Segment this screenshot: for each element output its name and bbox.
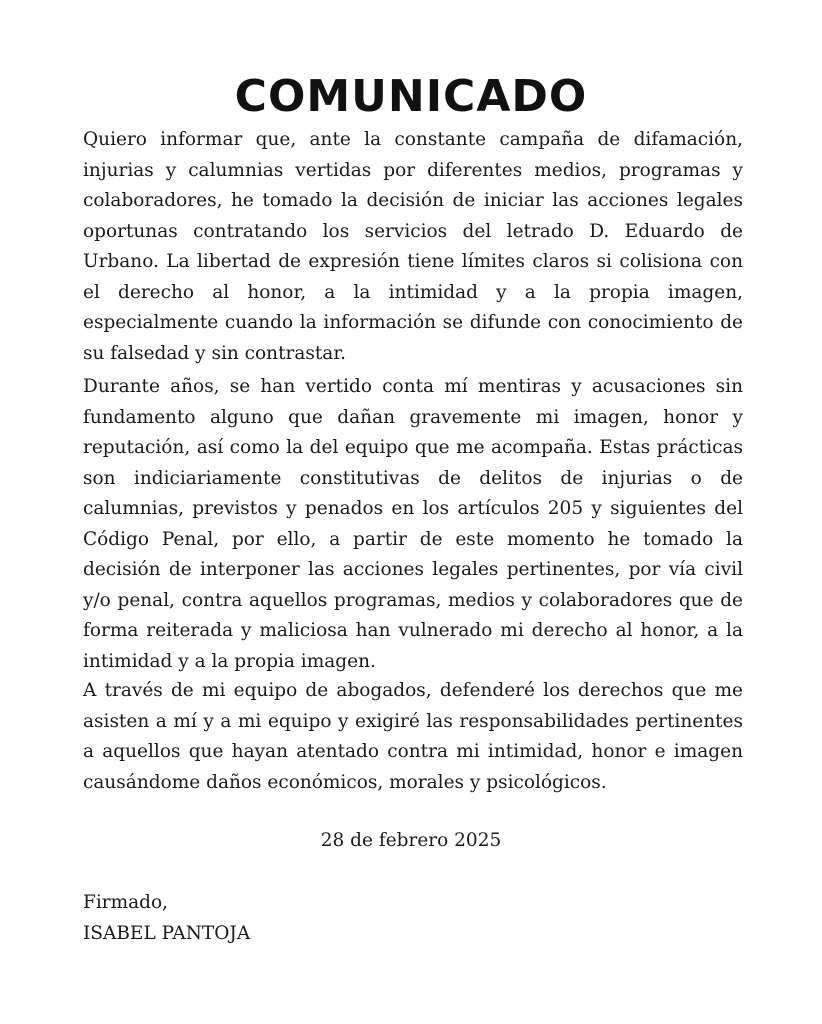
paragraph-intro: Quiero informar que, ante la constante campaña de difamación, injurias y calumnias vertidas por diferentes medios, programas y colaboradores, he tomado la decisión de iniciar las acciones legales oportunas contratando los servicios del letrado D. Eduardo de Urbano. La libertad de expresión tiene límites claros si colisiona con el derecho al honor, a la intimidad y a la propia imagen, especialmente cuando la información se difunde con conocimiento de su falsedad y sin contrastar.	[83, 129, 743, 364]
signature-name: ISABEL PANTOJA	[83, 923, 251, 944]
paragraph-accusations: Durante años, se han vertido conta mí mentiras y acusaciones sin fundamento alguno que dañan gravemente mi imagen, honor y reputación, así como la del equipo que me acompaña. Estas prácticas son indiciariamente constitutivas de delitos de injurias o de calumnias, previstos y penados en los artículos 205 y siguientes del Código Penal, por ello, a partir de este momento he tomado la decisión de interponer las acciones legales pertinentes, por vía civil y/o penal, contra aquellos programas, medios y colaboradores que de forma reiterada y maliciosa han vulnerado mi derecho al honor, a la intimidad y a la propia imagen.	[83, 376, 743, 672]
signature-label: Firmado,	[83, 892, 169, 913]
document-title: COMUNICADO	[234, 71, 588, 123]
paragraph-lawyers: A través de mi equipo de abogados, defenderé los derechos que me asisten a mí y a mi equipo y exigiré las responsabilidades pertinentes a aquellos que hayan atentado contra mi intimidad, honor e imagen causándome daños económicos, morales y psicológicos.	[83, 680, 743, 793]
document-date: 28 de febrero 2025	[320, 830, 502, 851]
